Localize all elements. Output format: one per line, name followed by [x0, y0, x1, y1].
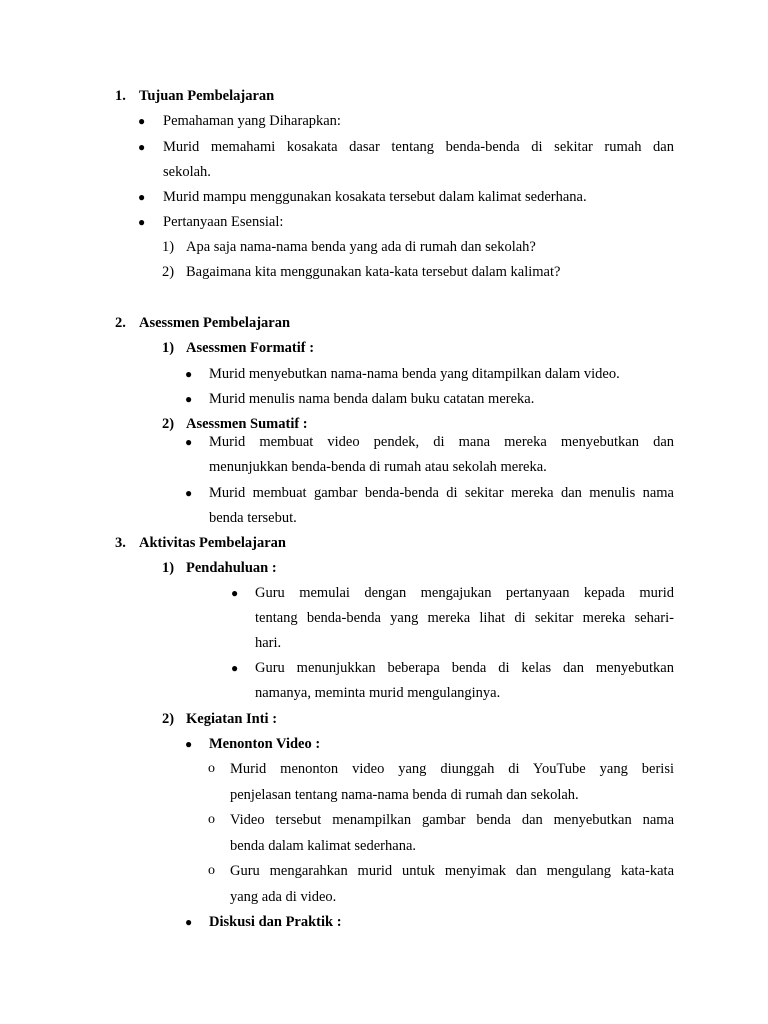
bullet-icon: ● [138, 140, 146, 154]
bullet-icon: ● [231, 586, 239, 600]
bullet-icon: ● [185, 367, 193, 381]
list-item: Pertanyaan Esensial: [163, 214, 284, 230]
section-number: 2. [115, 315, 126, 331]
list-item-continuation: yang ada di video. [230, 889, 337, 905]
list-item: Video tersebut menampilkan gambar benda dan menyebutkan nama [230, 812, 674, 828]
subsection-number: 2) [162, 416, 175, 432]
bullet-icon: ● [138, 114, 146, 128]
list-item: Pemahaman yang Diharapkan: [163, 113, 341, 129]
list-item: Murid mampu menggunakan kosakata tersebut dalam kalimat sederhana. [163, 189, 587, 205]
bullet-icon: ● [185, 435, 193, 449]
activity-heading: Menonton Video : [209, 736, 321, 752]
circle-bullet-icon: o [208, 761, 215, 776]
section-title: Tujuan Pembelajaran [139, 88, 275, 104]
list-item: Guru mengarahkan murid untuk menyimak dan mengulang kata-kata [230, 863, 674, 879]
list-item-continuation: namanya, meminta murid mengulanginya. [255, 685, 501, 701]
list-item-continuation: benda dalam kalimat sederhana. [230, 838, 417, 854]
list-item: Murid membuat video pendek, di mana mereka menyebutkan dan [209, 434, 674, 450]
circle-bullet-icon: o [208, 863, 215, 878]
list-item: Murid menyebutkan nama-nama benda yang ditampilkan dalam video. [209, 366, 620, 382]
list-item: Guru memulai dengan mengajukan pertanyaan kepada murid [255, 585, 674, 601]
bullet-icon: ● [185, 915, 193, 929]
bullet-icon: ● [231, 661, 239, 675]
list-item: Murid menonton video yang diunggah di YouTube yang berisi [230, 761, 674, 777]
list-item: Murid memahami kosakata dasar tentang benda-benda di sekitar rumah dan [163, 139, 674, 155]
activity-heading: Diskusi dan Praktik : [209, 914, 342, 930]
list-item-continuation: menunjukkan benda-benda di rumah atau sekolah mereka. [209, 459, 547, 475]
section-number: 3. [115, 535, 126, 551]
subsection-number: 1) [162, 340, 175, 356]
list-item: Murid menulis nama benda dalam buku catatan mereka. [209, 391, 535, 407]
subsection-number: 2) [162, 711, 175, 727]
list-item: Guru menunjukkan beberapa benda di kelas dan menyebutkan [255, 660, 674, 676]
question-number: 1) [162, 239, 175, 255]
subsection-title: Asessmen Formatif : [186, 340, 315, 356]
section-number: 1. [115, 88, 126, 104]
section-title: Asessmen Pembelajaran [139, 315, 291, 331]
list-item-continuation: tentang benda-benda yang mereka lihat di sekitar mereka sehari- [255, 610, 674, 626]
subsection-number: 1) [162, 560, 175, 576]
question-item: Apa saja nama-nama benda yang ada di rumah dan sekolah? [186, 239, 536, 255]
list-item: Murid membuat gambar benda-benda di sekitar mereka dan menulis nama [209, 485, 674, 501]
bullet-icon: ● [185, 392, 193, 406]
list-item-continuation: benda tersebut. [209, 510, 297, 526]
bullet-icon: ● [138, 190, 146, 204]
subsection-title: Kegiatan Inti : [186, 711, 278, 727]
bullet-icon: ● [185, 737, 193, 751]
subsection-title: Pendahuluan : [186, 560, 277, 576]
question-item: Bagaimana kita menggunakan kata-kata tersebut dalam kalimat? [186, 264, 561, 280]
list-item-continuation: sekolah. [163, 164, 211, 180]
bullet-icon: ● [138, 215, 146, 229]
section-title: Aktivitas Pembelajaran [139, 535, 286, 551]
list-item-continuation: penjelasan tentang nama-nama benda di rumah dan sekolah. [230, 787, 579, 803]
subsection-title: Asessmen Sumatif : [186, 416, 308, 432]
circle-bullet-icon: o [208, 812, 215, 827]
list-item-continuation: hari. [255, 635, 282, 651]
question-number: 2) [162, 264, 175, 280]
bullet-icon: ● [185, 486, 193, 500]
